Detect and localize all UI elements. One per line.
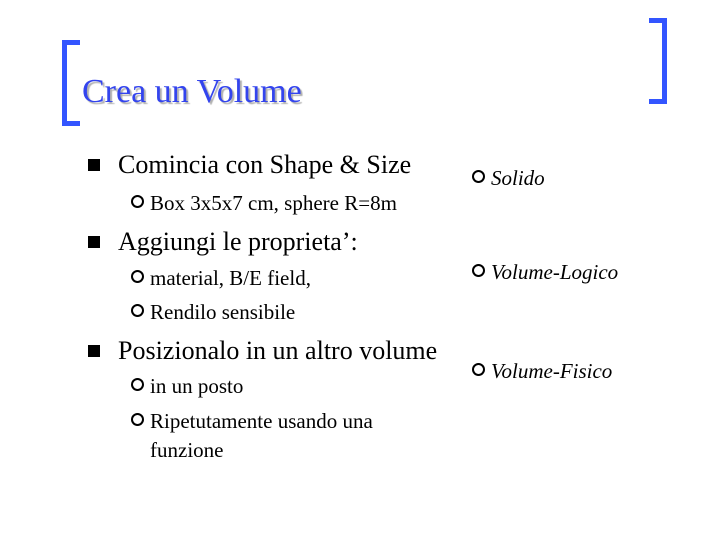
square-bullet-icon — [88, 159, 100, 171]
bullet-text-2: Aggiungi le proprieta’: — [118, 227, 358, 256]
circle-bullet-icon — [131, 304, 144, 317]
left-bracket-decoration — [62, 40, 80, 126]
circle-bullet-icon — [131, 378, 144, 391]
circle-bullet-icon — [472, 363, 485, 376]
slide-title: Crea un Volume — [82, 73, 302, 110]
right-item-text: Solido — [491, 166, 545, 190]
circle-bullet-icon — [472, 264, 485, 277]
subitem-text: Ripetutamente usando una — [150, 409, 373, 433]
bullet-text-3: Posizionalo in un altro volume — [118, 336, 438, 365]
circle-bullet-icon — [131, 195, 144, 208]
right-item-text: Volume-Logico — [491, 260, 619, 284]
subitem-text: Rendilo sensibile — [150, 300, 296, 324]
circle-bullet-icon — [472, 170, 485, 183]
square-bullet-icon — [88, 345, 100, 357]
circle-bullet-icon — [131, 413, 144, 426]
right-item-text: Volume-Fisico — [491, 359, 613, 383]
subitem-text: in un posto — [150, 374, 244, 398]
subitem-text-continuation: funzione — [150, 438, 224, 462]
subitem-text: material, B/E field, — [150, 266, 311, 290]
right-bracket-decoration — [649, 18, 667, 104]
subitem-text: Box 3x5x7 cm, sphere R=8m — [150, 191, 397, 215]
circle-bullet-icon — [131, 270, 144, 283]
square-bullet-icon — [88, 236, 100, 248]
bullet-text-1: Comincia con Shape & Size — [118, 150, 412, 179]
